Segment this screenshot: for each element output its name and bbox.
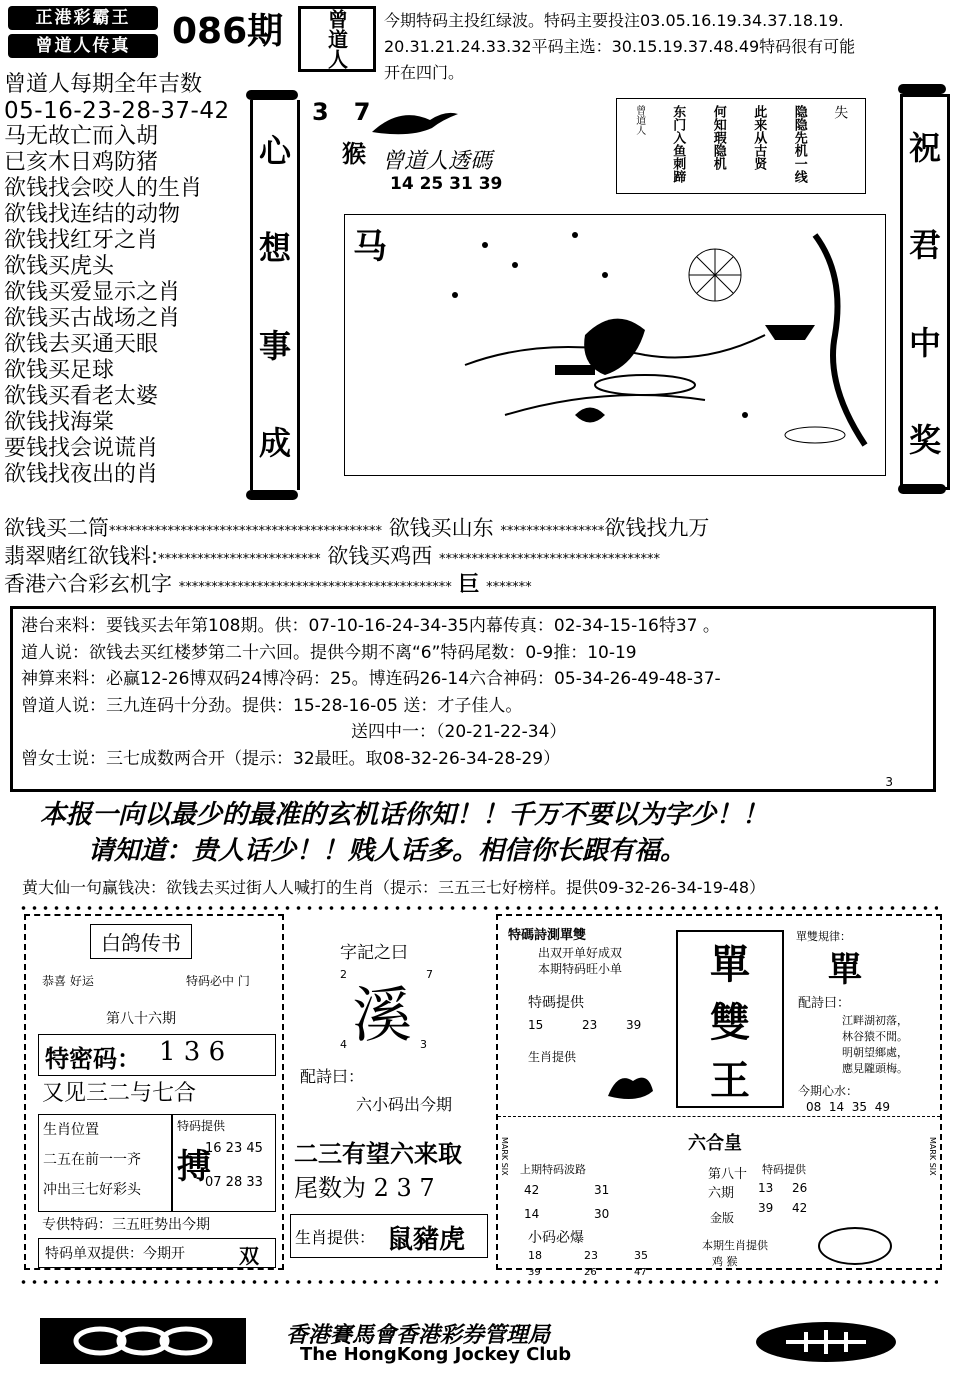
- scroll-char: 心: [258, 131, 291, 170]
- tip-line: 马无故亡而入胡: [4, 124, 159, 149]
- poem-line: 隐隐先机一线: [791, 105, 807, 183]
- stars: ****************: [500, 524, 605, 539]
- stars: ******************************************: [178, 580, 452, 595]
- star-line-mid: 欲钱买山东: [388, 516, 494, 540]
- side-poem: 江畔湖初落，: [842, 1014, 908, 1027]
- mid-poem: 六小码出今期: [356, 1095, 453, 1114]
- bottom-center: 第八十六期: [708, 1167, 748, 1201]
- tema-title: 特碼提供: [528, 995, 584, 1011]
- big-title-char: 王: [710, 1056, 750, 1104]
- scroll-rod-bottom: [898, 484, 946, 494]
- bottom-left-num: 14: [524, 1207, 540, 1221]
- big-title-char: 單: [710, 940, 750, 988]
- n-bot-right: 3: [420, 1038, 427, 1051]
- poem-l2: 本期特码旺小单: [538, 962, 623, 976]
- scroll-char: 事: [258, 326, 291, 365]
- tail-label: 尾数为 2 3 7: [294, 1174, 435, 1202]
- jockey-club-emblem-icon: [756, 1322, 896, 1362]
- poem-line: 何知瑕隐机: [710, 105, 726, 170]
- star-line-lead: 翡翠赌红欲钱料:: [4, 544, 159, 568]
- summary-line: 今期特码主投红绿波。特码主要投注03.05.16.19.34.37.18.19.: [384, 11, 844, 30]
- small-num: 18: [528, 1249, 542, 1262]
- tip-line: 欲钱找海棠: [4, 410, 115, 435]
- panel-right: [496, 914, 942, 1278]
- mid-char: 溪: [352, 981, 412, 1051]
- row: 冲出三七好彩头: [43, 1182, 141, 1198]
- note-left: 恭喜 好运: [42, 974, 94, 988]
- animal-top: 猴: [342, 140, 366, 168]
- heart-label: 今期心水：: [798, 1084, 859, 1098]
- bottom-title: 六合皇: [688, 1133, 742, 1154]
- shengxiao-box: [290, 1214, 488, 1258]
- panel-left: [24, 914, 284, 1270]
- poem-mark: 失: [832, 105, 849, 119]
- animal-main: 马: [353, 227, 387, 267]
- left-tips-column: [4, 72, 244, 488]
- panel-mid: [290, 914, 490, 1270]
- tema-num: 39: [626, 1018, 642, 1032]
- zhuan: 专供特码：三五旺势出今期: [42, 1217, 210, 1233]
- special-nums: 07 28 33: [205, 1175, 263, 1190]
- bottom-left-num: 30: [594, 1207, 610, 1221]
- scroll-left: [250, 100, 300, 490]
- seal-logo: [298, 6, 376, 72]
- lucky-title: 曾道人每期全年吉数: [4, 72, 203, 97]
- poem-box: [616, 98, 866, 194]
- n-top-right: 7: [426, 968, 433, 981]
- note-right: 特码必中 门: [186, 974, 250, 988]
- slogan-line1: 本报一向以最少的最准的玄机话你知！！千万不要以为字少！！: [40, 800, 769, 830]
- tema-num: 23: [582, 1018, 598, 1032]
- issue-number: 086期: [172, 11, 284, 52]
- seal-text: 曾道人: [324, 9, 349, 69]
- side-title: 單雙規律：: [796, 930, 851, 943]
- poem-signature: 曾道人: [633, 105, 645, 135]
- star-line-mid: 欲钱买鸡西: [327, 544, 433, 568]
- tema-label: 特密码：: [45, 1045, 141, 1073]
- tip-line: 欲钱买古战场之肖: [4, 306, 181, 331]
- scroll-right: [900, 94, 950, 490]
- star-line-tail: 欲钱找九万: [604, 516, 710, 540]
- small-num: 35: [634, 1249, 648, 1262]
- scroll-char: 祝: [908, 128, 941, 167]
- right-shengxiao: 生肖提供: [528, 1050, 577, 1064]
- painting-area: [300, 96, 895, 492]
- shengxiao-label: 生肖提供：: [295, 1228, 376, 1247]
- tip-line: 欲钱去买通天眼: [4, 332, 159, 357]
- info-line: 曾女士说：三七成数两合开（提示：32最旺。取08-32-26-34-28-29）: [21, 748, 561, 769]
- scroll-char: 君: [908, 226, 941, 265]
- danshuang-value: 双: [239, 1244, 259, 1268]
- star-line: [4, 570, 954, 602]
- poem-line: 东门入鱼刺蹄: [670, 105, 686, 183]
- masthead-line1: 正港彩霸王: [8, 6, 158, 30]
- small-title: 小码必爆: [528, 1230, 584, 1246]
- mid-line1: 二三有望六来取: [294, 1140, 462, 1168]
- book-title: 白鸽传书: [90, 924, 192, 959]
- bottom-left-num: 42: [524, 1183, 540, 1197]
- side-poem: 應見隴頭梅。: [842, 1062, 908, 1075]
- footer-logo-left: [40, 1318, 246, 1364]
- tema-box: [38, 1034, 276, 1076]
- info-line: 送四中一：（20-21-22-34）: [351, 722, 567, 742]
- shengxiao-value: 鼠豬虎: [387, 1225, 466, 1255]
- tip-line: 欲钱找会咬人的生肖: [4, 176, 203, 201]
- danshuang-box: [38, 1238, 276, 1268]
- star-line-mid: 巨: [458, 572, 480, 596]
- side-poem: 林谷猿不閒。: [842, 1030, 908, 1043]
- row: 生肖位置: [43, 1122, 99, 1138]
- poem-label: 配詩曰：: [300, 1067, 365, 1086]
- masthead: [8, 6, 158, 60]
- poem-l1: 出双开单好成双: [538, 946, 623, 960]
- masthead-line2: 曾道人传真: [8, 34, 158, 58]
- info-right-mark: 3: [885, 775, 893, 789]
- tip-line: 欲钱买看老太婆: [4, 384, 159, 409]
- small-num: 47: [634, 1267, 647, 1278]
- painting-caption-numbers: 14 25 31 39: [390, 174, 503, 194]
- lucky-numbers: 05-16-23-28-37-42: [4, 98, 230, 124]
- special-char: 搏: [177, 1147, 211, 1187]
- n-top-left: 2: [340, 968, 347, 981]
- huang-line: 黄大仙一句赢钱决：欲钱去买过街人人喊打的生肖（提示：三五三七好榜样。提供09-32-26-34-19-48）: [22, 878, 766, 897]
- painting-top-numbers: 3 7: [312, 98, 371, 126]
- year-extra: 鸡 猴: [712, 1255, 738, 1268]
- rows-box: [38, 1114, 172, 1212]
- period: 第八十六期: [106, 1011, 176, 1027]
- landscape-drawing: [345, 215, 885, 475]
- bottom-right-num: 13: [758, 1181, 774, 1195]
- small-num: 23: [584, 1249, 598, 1262]
- tip-line: 欲钱买足球: [4, 358, 115, 383]
- special-nums: 16 23 45: [205, 1141, 263, 1156]
- danshuang-label: 特码单双提供：今期开: [45, 1246, 185, 1262]
- big-title-box: [676, 930, 784, 1108]
- scroll-rod-top: [246, 90, 298, 100]
- mark-left: MARK SIX: [500, 1137, 509, 1176]
- bottom-left-num: 31: [594, 1183, 610, 1197]
- small-num: 26: [584, 1267, 597, 1278]
- star-line-lead: 香港六合彩玄机字: [4, 572, 172, 596]
- bottom-right-title: 特码提供: [762, 1163, 806, 1176]
- poem-line: 此来从古贤: [751, 105, 767, 170]
- tip-line: 欲钱找连结的动物: [4, 202, 181, 227]
- star-line-lead: 欲钱买二筒: [4, 516, 109, 540]
- tip-line: 已亥木日鸡防猪: [4, 150, 159, 175]
- hint: 又见三二与七合: [42, 1081, 197, 1106]
- stars: *************************: [158, 552, 321, 567]
- footer-logo-right: [756, 1322, 896, 1362]
- scroll-char: 奖: [908, 421, 941, 460]
- scroll-rod-top: [898, 84, 946, 94]
- tip-line: 欲钱买爱显示之肖: [4, 280, 181, 305]
- footer-chinese: 香港賽馬會香港彩券管理局: [286, 1322, 551, 1348]
- bottom-left-title: 上期特码波路: [520, 1163, 586, 1176]
- bottom-right-num: 42: [792, 1201, 808, 1215]
- row: 二五在前一一齐: [43, 1152, 141, 1168]
- scroll-char: 想: [258, 229, 291, 268]
- big-title-char: 雙: [710, 998, 750, 1046]
- mid-title: 字記之曰: [340, 943, 408, 963]
- oval-stamp: [818, 1227, 892, 1265]
- mark-right: MARK SIX: [928, 1137, 937, 1176]
- info-box: [10, 606, 936, 792]
- n-bot-left: 4: [340, 1038, 347, 1051]
- heart-nums: 08 14 35 49: [806, 1100, 890, 1114]
- footer-english: The HongKong Jockey Club: [300, 1344, 572, 1365]
- scroll-char: 中: [908, 323, 941, 362]
- info-line: 神算来料：必赢12-26博双码24博冷码：25。博连码26-14六合神码：05-34-26-49-48-37-: [21, 669, 721, 689]
- rooster-drawing: [598, 1066, 658, 1106]
- scroll-rod-bottom: [246, 490, 298, 500]
- info-line: 港台来料：要钱买去年第108期。供：07-10-16-24-34-35内幕传真：02-34-15-16特37 。: [21, 616, 720, 636]
- stars: **********************************: [438, 552, 660, 567]
- poem-title: 特碼詩測單雙: [508, 928, 587, 943]
- club-emblem-icon: [40, 1318, 246, 1364]
- tema-value: 1 3 6: [159, 1037, 226, 1067]
- special-box: [172, 1114, 276, 1212]
- slogan-line2: 请知道：贵人话少！！贱人话多。相信你长跟有福。: [88, 836, 687, 866]
- scroll-char: 成: [258, 424, 291, 463]
- tip-line: 欲钱买虎头: [4, 254, 115, 279]
- landscape-picture: [344, 214, 886, 476]
- year-title: 本期生肖提供: [702, 1239, 768, 1252]
- bottom-center-sub: 金版: [710, 1211, 735, 1225]
- star-divider: [18, 1278, 938, 1286]
- bottom-right-num: 26: [792, 1181, 808, 1195]
- bottom-right-num: 39: [758, 1201, 774, 1215]
- summary-line: 开在四门。: [384, 63, 465, 82]
- small-num: 39: [528, 1267, 541, 1278]
- tip-line: 要钱找会说谎肖: [4, 436, 159, 461]
- special-title: 特码提供: [177, 1119, 226, 1133]
- swallow-drawing: [370, 102, 460, 142]
- tip-line: 欲钱找夜出的肖: [4, 462, 159, 487]
- tema-num: 15: [528, 1018, 544, 1032]
- side-poem-label: 配詩曰：: [798, 996, 851, 1011]
- summary-line: 20.31.21.24.33.32平码主选：30.15.19.37.48.49特码很有可能: [384, 37, 856, 56]
- star-divider: [18, 904, 938, 912]
- painting-caption: 曾道人透碼: [382, 149, 493, 174]
- info-line: 道人说：欲钱去买红楼梦第二十六回。提供今期不离“6”特码尾数：0-9推：10-19: [21, 642, 637, 663]
- info-line: 曾道人说：三九连码十分劲。提供：15-28-16-05 送：才子佳人。: [21, 695, 523, 716]
- stars: ******************************************: [109, 524, 382, 539]
- header-summary: [384, 8, 949, 86]
- tip-line: 欲钱找红牙之肖: [4, 228, 159, 253]
- side-char: 單: [828, 950, 862, 990]
- stars: *******: [486, 580, 532, 595]
- bottom-subpanel: [498, 1116, 940, 1278]
- side-poem: 明朝望鄉處，: [842, 1046, 908, 1059]
